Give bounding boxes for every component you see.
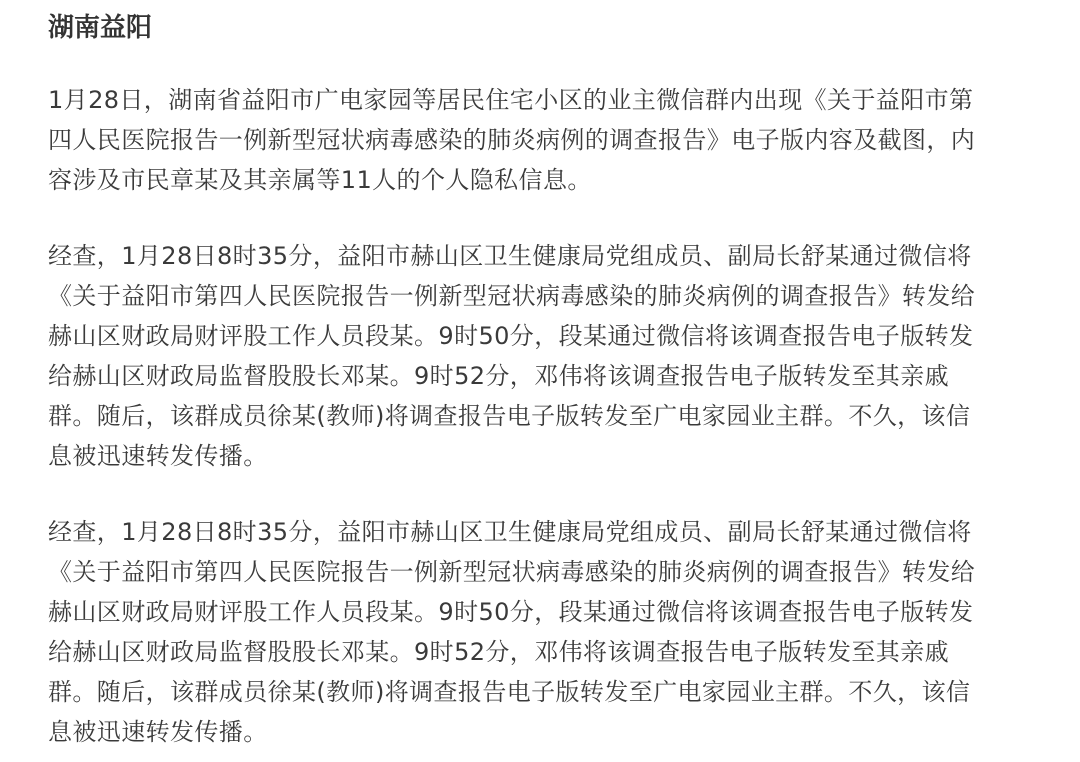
article-heading: 湖南益阳 xyxy=(48,13,153,43)
paragraph-line: 四人民医院报告一例新型冠状病毒感染的肺炎病例的调查报告》电子版内容及截图，内 xyxy=(48,126,976,154)
paragraph-2 xyxy=(48,236,1040,476)
paragraph-line: 赫山区财政局财评股工作人员段某。9时50分，段某通过微信将该调查报告电子版转发 xyxy=(48,598,974,626)
paragraph-line: 赫山区财政局财评股工作人员段某。9时50分，段某通过微信将该调查报告电子版转发 xyxy=(48,322,974,350)
paragraph-line: 1月28日，湖南省益阳市广电家园等居民住宅小区的业主微信群内出现《关于益阳市第 xyxy=(48,86,974,114)
paragraph-line: 《关于益阳市第四人民医院报告一例新型冠状病毒感染的肺炎病例的调查报告》转发给 xyxy=(48,558,976,586)
paragraph-line: 群。随后，该群成员徐某(教师)将调查报告电子版转发至广电家园业主群。不久，该信 xyxy=(48,402,971,430)
paragraph-line: 给赫山区财政局监督股股长邓某。9时52分，邓伟将该调查报告电子版转发至其亲戚 xyxy=(48,362,950,390)
paragraph-line: 容涉及市民章某及其亲属等11人的个人隐私信息。 xyxy=(48,166,592,194)
paragraph-line: 群。随后，该群成员徐某(教师)将调查报告电子版转发至广电家园业主群。不久，该信 xyxy=(48,678,971,706)
paragraph-line: 息被迅速转发传播。 xyxy=(48,442,268,470)
paragraph-3 xyxy=(48,512,1040,752)
paragraph-1 xyxy=(48,80,1040,200)
paragraph-line: 经查，1月28日8时35分，益阳市赫山区卫生健康局党组成员、副局长舒某通过微信将 xyxy=(48,518,972,546)
paragraph-line: 给赫山区财政局监督股股长邓某。9时52分，邓伟将该调查报告电子版转发至其亲戚 xyxy=(48,638,950,666)
paragraph-line: 经查，1月28日8时35分，益阳市赫山区卫生健康局党组成员、副局长舒某通过微信将 xyxy=(48,242,972,270)
paragraph-line: 息被迅速转发传播。 xyxy=(48,718,268,746)
paragraph-line: 《关于益阳市第四人民医院报告一例新型冠状病毒感染的肺炎病例的调查报告》转发给 xyxy=(48,282,976,310)
